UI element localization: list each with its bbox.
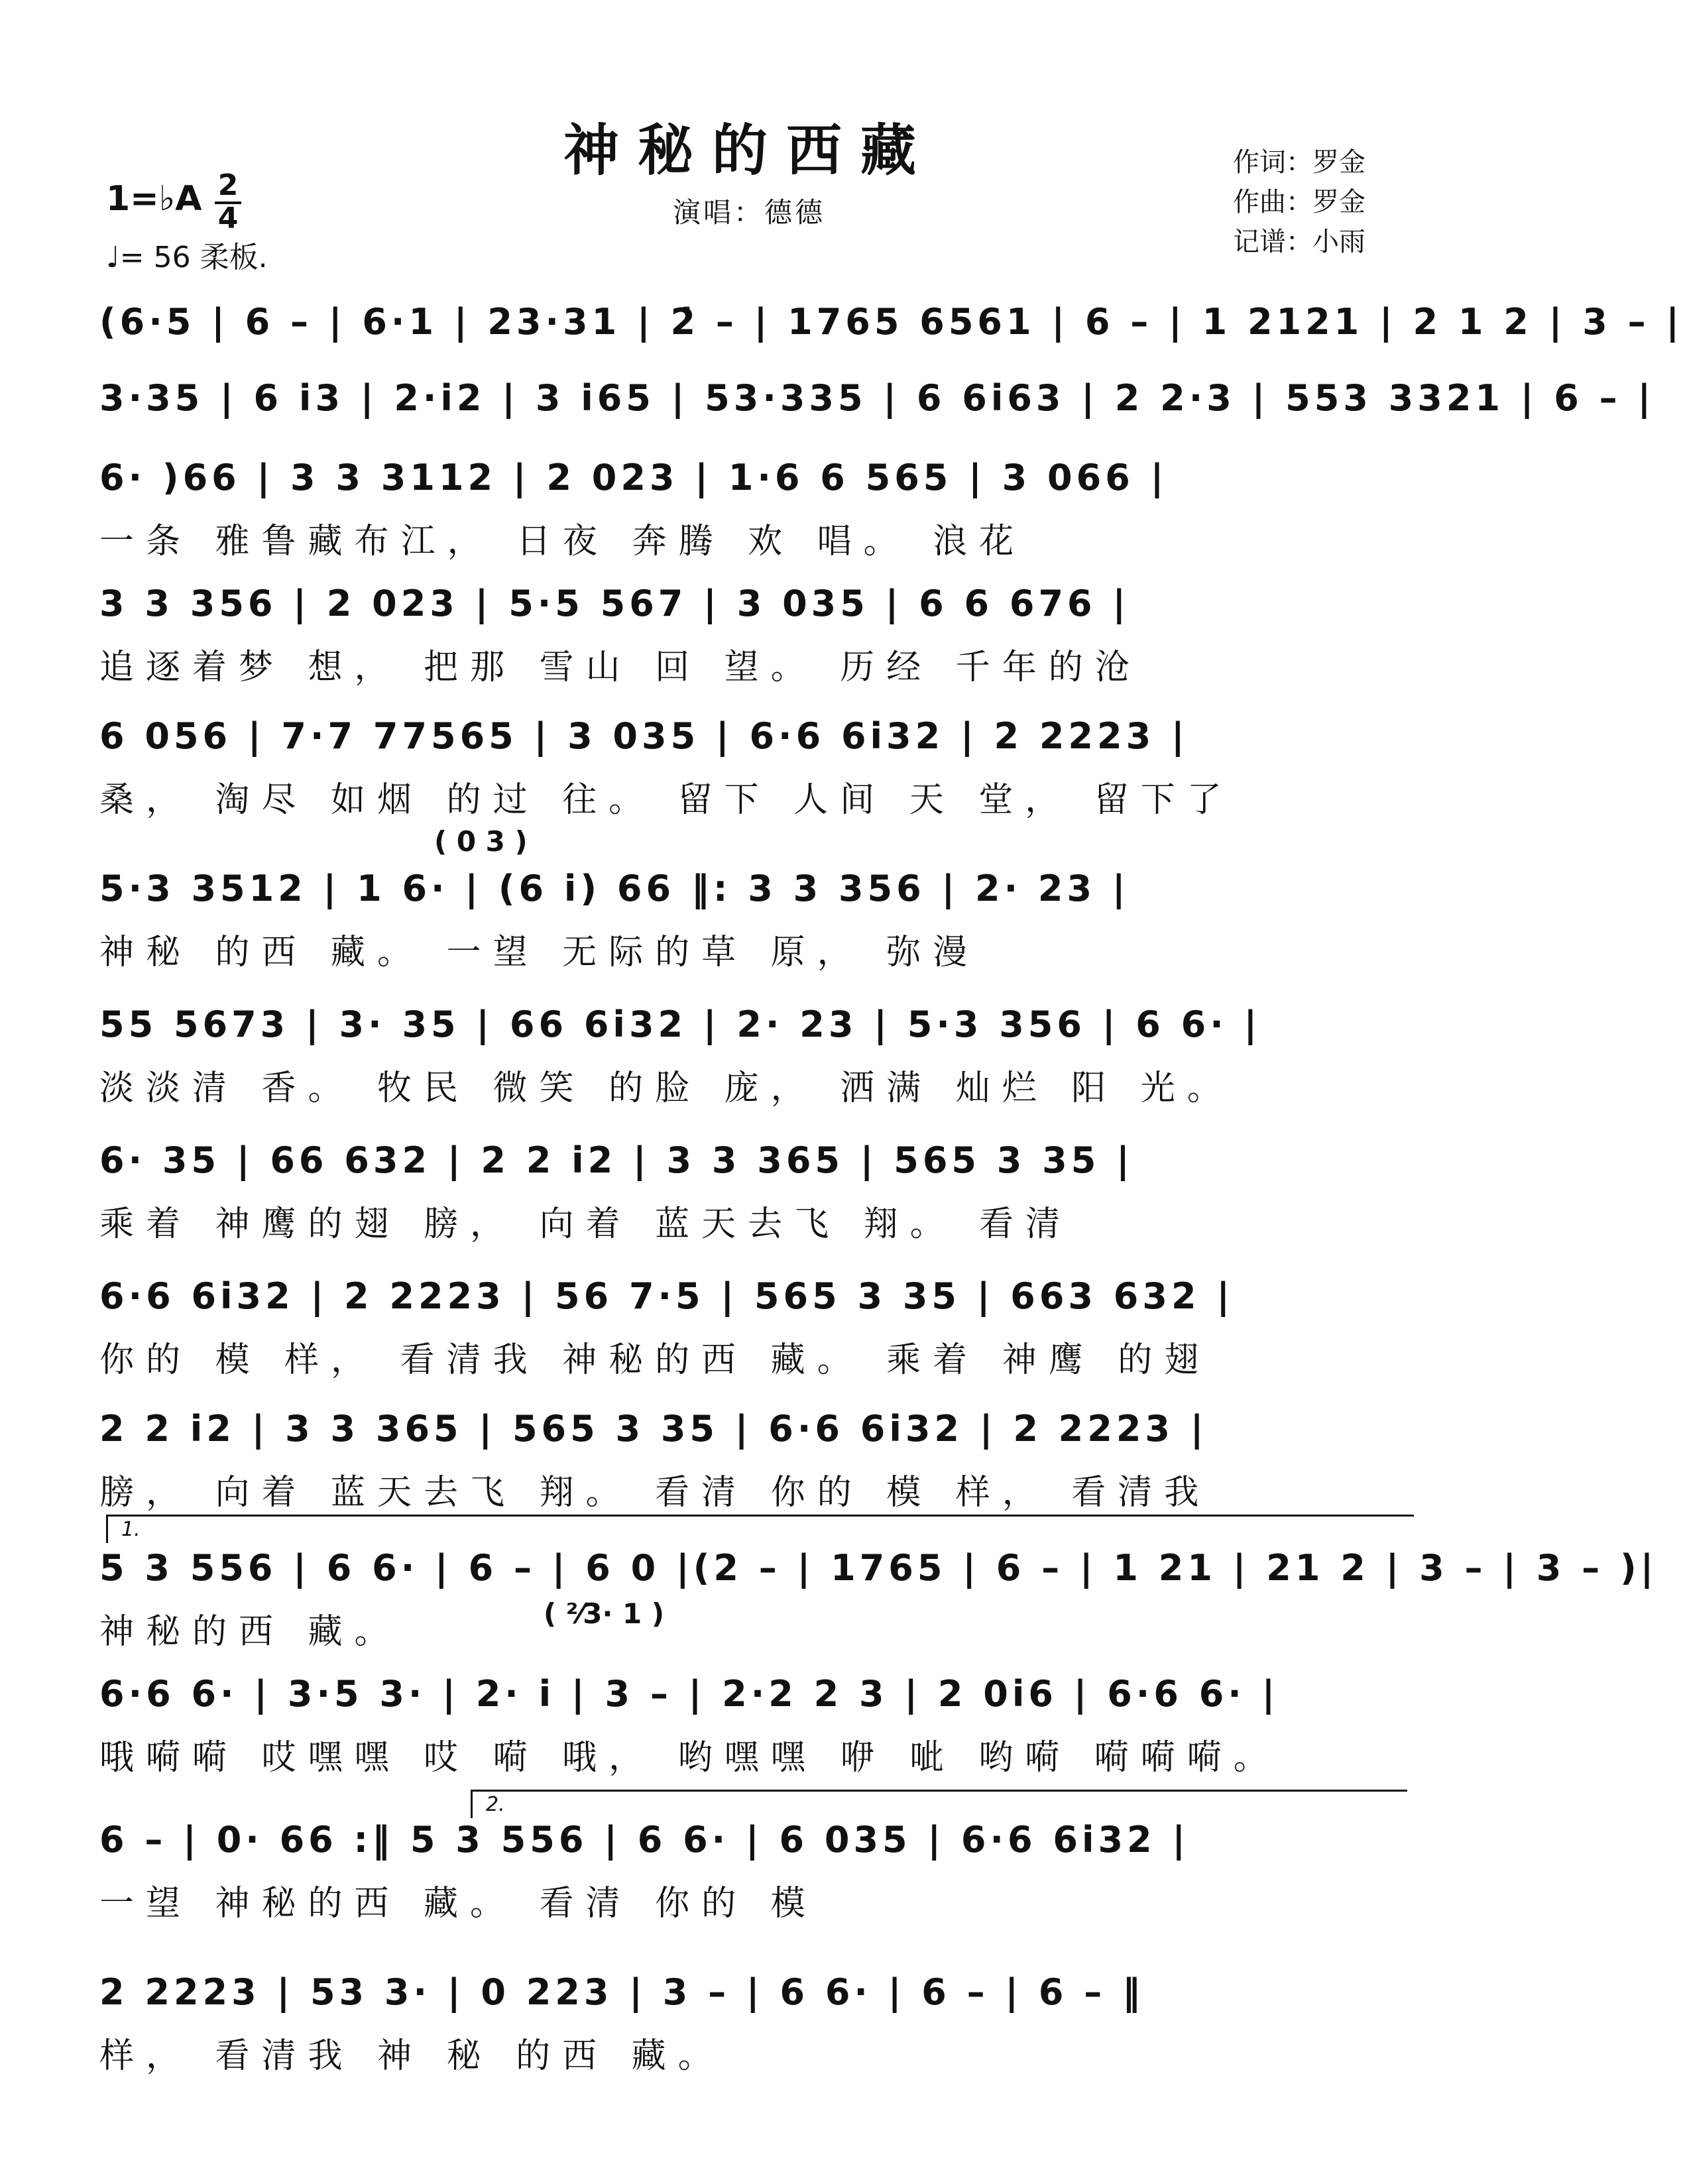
notation-line: 6 – | 0· 66 :‖ 5 3 556 | 6 6· | 6 035 | 6·6 6i32 | bbox=[99, 1818, 1190, 1861]
notation-line: 3·35 | 6 i3 | 2·i2 | 3 i65 | 53·335 | 6 6i63 | 2 2·3 | 553 3321 | 6 – | bbox=[99, 376, 1655, 419]
meter-top: 2 bbox=[215, 171, 241, 204]
lyric-line: 神秘的西 藏。 bbox=[99, 1611, 401, 1652]
notation-line: 6 056 | 7·7 77565 | 3 035 | 6·6 6i32 | 2 2223 | bbox=[99, 715, 1189, 757]
tempo-marking: ♩= 56 柔板. bbox=[106, 241, 268, 274]
lyric-line: 追逐着梦 想， 把那 雪山 回 望。 历经 千年的沧 bbox=[99, 647, 1141, 687]
notation-line: 3 3 356 | 2 023 | 5·5 567 | 3 035 | 6 6 676 | bbox=[99, 582, 1130, 624]
composer-credit: 作曲：罗金 bbox=[1233, 187, 1365, 217]
transcriber-credit: 记谱：小雨 bbox=[1233, 227, 1365, 257]
notation-line: 5·3 3512 | 1 6· | (6 i) 66 ‖: 3 3 356 | 2· 23 | bbox=[99, 867, 1130, 909]
alternate-rest-notes: ( 0 3 ) bbox=[434, 825, 528, 858]
volta-label: 1. bbox=[121, 1518, 141, 1541]
notation-line: 2 2 i2 | 3 3 365 | 565 3 35 | 6·6 6i32 | 2 2223 | bbox=[99, 1407, 1208, 1450]
lyric-line: 桑， 淘尽 如烟 的过 往。 留下 人间 天 堂， 留下了 bbox=[99, 779, 1234, 820]
lyric-line: 膀， 向着 蓝天去飞 翔。 看清 你的 模 样， 看清我 bbox=[99, 1472, 1211, 1513]
lyric-line: 样， 看清我 神 秘 的西 藏。 bbox=[99, 2036, 725, 2076]
time-signature bbox=[215, 168, 241, 235]
alternate-ending-notes: ( ²⁄3· 1 ) bbox=[544, 1597, 665, 1630]
meter-bottom: 4 bbox=[217, 201, 239, 235]
notation-line: 5 3 556 | 6 6· | 6 – | 6 0 |(2 – | 1765 | 6 – | 1 21 | 21 2 | 3 – | 3 – )| bbox=[99, 1546, 1658, 1589]
lyric-line: 淡淡清 香。 牧民 微笑 的脸 庞， 洒满 灿烂 阳 光。 bbox=[99, 1068, 1234, 1108]
notation-line: 6·6 6i32 | 2 2223 | 56 7·5 | 565 3 35 | 663 632 | bbox=[99, 1275, 1234, 1317]
notation-line: (6·5 | 6 – | 6·1 | 23·31 | 2̇ – | 1765 6561 | 6 – | 1 2121 | 2 1 2 | 3 – | bbox=[99, 300, 1683, 343]
volta-label: 2. bbox=[486, 1793, 505, 1816]
key-signature: 1=♭A bbox=[106, 179, 202, 219]
lyric-line: 你的 模 样， 看清我 神秘的西 藏。 乘着 神鹰 的翅 bbox=[99, 1340, 1211, 1380]
lyric-line: 神秘 的西 藏。 一望 无际的草 原， 弥漫 bbox=[99, 932, 980, 972]
notation-line: 6· )66 | 3 3 3112 | 2 023 | 1·6 6 565 | 3 066 | bbox=[99, 456, 1168, 498]
singer-credit: 演唱：德德 bbox=[672, 196, 825, 229]
lyric-line: 一望 神秘的西 藏。 看清 你的 模 bbox=[99, 1883, 817, 1924]
lyric-line: 一条 雅鲁藏布江， 日夜 奔腾 欢 唱。 浪花 bbox=[99, 521, 1026, 561]
lyric-line: 哦嗬嗬 哎嘿嘿 哎 嗬 哦， 哟嘿嘿 咿 呲 哟嗬 嗬嗬嗬。 bbox=[99, 1737, 1280, 1778]
lyric-line: 乘着 神鹰的翅 膀， 向着 蓝天去飞 翔。 看清 bbox=[99, 1204, 1073, 1244]
credits bbox=[1233, 143, 1365, 262]
notation-line: 6·6 6· | 3·5 3· | 2· i | 3 – | 2·2 2 3 | 2 0i6 | 6·6 6· | bbox=[99, 1672, 1279, 1715]
lyricist-credit: 作词：罗金 bbox=[1233, 147, 1365, 178]
notation-line: 55 5673 | 3· 35 | 66 6i32 | 2· 23 | 5·3 356 | 6 6· | bbox=[99, 1003, 1261, 1045]
notation-line: 6· 35 | 66 632 | 2 2 i2 | 3 3 365 | 565 3 35 | bbox=[99, 1139, 1133, 1181]
page-title: 神秘的西藏 bbox=[563, 117, 935, 183]
notation-line: 2 2223 | 53 3· | 0 223 | 3 – | 6 6· | 6 – | 6 – ‖ bbox=[99, 1971, 1145, 2013]
